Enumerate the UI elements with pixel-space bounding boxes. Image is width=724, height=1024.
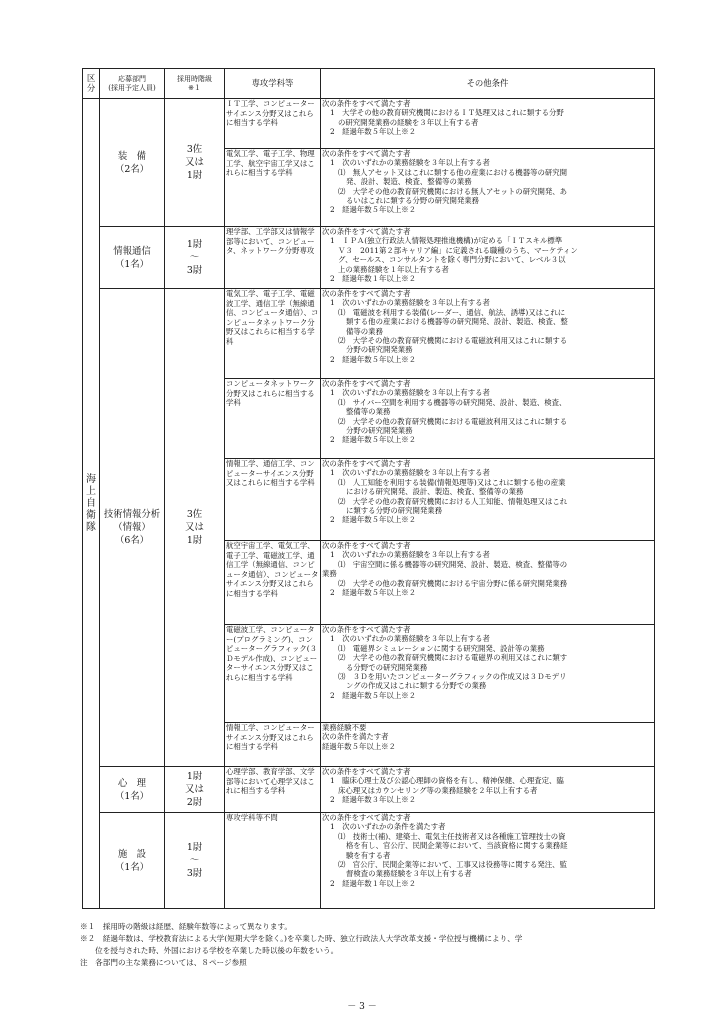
header-text: ※１ [188,83,201,92]
category-char: 海 [86,473,96,485]
condition-line: 経過年数５年以上※２ [322,741,396,751]
rank-text: 又は [185,522,204,533]
condition-line: における研究開発、設計、製造、検査、整備等の業務 [346,487,524,497]
condition-line: ⑴ 無人アセット又はこれに類する他の産業における機器等の研究開 [338,167,568,177]
rank-text: 3佐 [186,509,203,520]
footnote-1: ※１ 採用時の階級は経歴、経験年数等によって異なります。 [80,922,293,931]
major-cell [225,289,321,379]
condition-line: 上の業務経験を１年以上有する者 [338,264,449,274]
major-text: 専攻学科等不問 [226,813,278,822]
header-text: (採用予定人員) [108,83,156,92]
footnote-2: ※２ 経過年数は、学校教育法による大学(短期大学を除く。)を卒業した時、独立行政法人大学改革支援・学位授与機構により、学 [80,934,523,943]
conditions-cell [321,813,655,909]
department-facilities [100,813,165,909]
major-cell [225,459,321,541]
condition-line: 験を有する者 [346,850,391,860]
condition-line: 1 大学その他の教育研究機関におけるＩＴ処理又はこれに類する分野 [330,108,564,118]
category-char: 自 [86,497,96,509]
condition-line: 備等の業務 [346,326,383,336]
major-cell [225,541,321,625]
major-text: コンピュータネットワーク分野又はこれらに相当する学科 [226,379,315,408]
major-text: 情報工学、通信工学、コンピューターサイエンス分野又はこれらに相当する学科 [226,459,315,488]
rank-equipment [165,99,225,227]
condition-line: 整備等の業務 [346,407,391,417]
condition-line: の研究開発業務の経験を３年以上有する者 [338,117,479,127]
major-text: 理学部、工学部又は情報学部等において、コンピュータ、ネットワーク分野専攻 [226,227,315,256]
conditions-cell [321,767,655,813]
condition-line: 分野の研究開発業務 [346,426,413,436]
conditions-cell [321,289,655,379]
condition-line: 1 次のいずれかの業務経験を３年以上有する者 [330,634,490,644]
major-text: 航空宇宙工学、電気工学、電子工学、電磁波工学、通信工学（無線通信、コンピュータ通信）、コンピュータサイエンス分野又はこれらに相当する学科 [226,541,319,598]
condition-line: 分野の研究開発業務 [346,345,413,355]
category-char: 隊 [86,521,96,533]
table-row [83,813,655,909]
footnotes [80,921,660,969]
rank-text: 3佐 [186,144,203,155]
condition-line: 1 次のいずれかの業務経験を３年以上有する者 [330,298,490,308]
department-text: 情報通信 [113,245,151,257]
condition-line: ⑵ 大学その他の教育研究機関における電磁界の利用又はこれに類す [338,653,568,663]
condition-line: 床心理又はカウンセリング等の業務経験を２年以上有する者 [338,785,538,795]
condition-line: ⑵ 大学その他の教育研究機関における宇宙分野に係る研究開発業務 [338,578,568,588]
major-text: 情報工学、コンピューターサイエンス分野又はこれらに相当する学科 [226,723,315,752]
condition-line: 類する他の産業における機器等の研究開発、設計、製造、検査、整 [346,317,568,327]
major-cell [225,767,321,813]
condition-line: Ｖ３ 2011第２部キャリア編」に定義される職種のうち、マーケティン [338,245,578,255]
condition-line: 次の条件をすべて満たす者 [322,541,411,550]
table-row [83,227,655,289]
condition-line: ⑵ 大学その他の教育研究機関における電磁波利用又はこれに類する [338,416,568,426]
condition-line: ⑵ 官公庁、民間企業等において、工事又は役務等に関する発注、監 [338,860,567,870]
condition-line: ⑴ 人工知能を利用する装備(情報処理等)又はこれに類する他の産業 [338,477,566,487]
condition-line: 督検査の業務経験を３年以上有する者 [346,869,472,879]
condition-line: 1 次のいずれかの業務経験を３年以上有する者 [330,550,490,560]
condition-line: ングの作成又はこれに類する分野での業務 [346,681,487,691]
condition-line: ⑴ 宇宙空間に係る機器等の研究開発、設計、製造、検査、整備等の [338,559,568,569]
rank-psychology [165,767,225,813]
condition-line: ⑶ ３Ｄを用いたコンピューターグラフィックの作成又は３Ｄモデリ [338,672,567,682]
rank-text: 1尉 [186,842,203,853]
category-char: 衛 [86,509,96,521]
condition-line: 2 経過年数５年以上※２ [330,435,417,445]
condition-line: 業務 [322,569,337,579]
condition-line: 1 次のいずれかの業務経験を３年以上有する者 [330,158,490,168]
rank-info_comm [165,227,225,289]
department-psychology [100,767,165,813]
department-text: （2名） [114,163,150,175]
condition-line: 次の条件をすべて満たす者 [322,149,411,158]
major-text: 電磁波工学、コンピューター(プログラミング)、コンピューターグラフィック(３Ｄモデル作成)、コンピューターサイエンス分野又はこれらに相当する学科 [226,625,318,682]
condition-line: 次の条件をすべて満たす者 [322,813,411,822]
condition-line: 次の条件をすべて満たす者 [322,99,411,108]
major-text: 心理学部、教育学部、文学部等において心理学又はこれに相当する学科 [226,767,315,796]
condition-line: 次の条件をすべて満たす者 [322,227,411,236]
department-text: 心 理 [117,777,147,789]
rank-text: ～ [189,855,200,866]
header-text: 採用時階級 [177,75,212,84]
conditions-cell [321,625,655,723]
conditions-cell [321,723,655,767]
condition-line: 発、設計、製造、検査、整備等の業務 [346,177,472,187]
department-info_comm [100,227,165,289]
rank-text: 2尉 [186,797,203,808]
condition-line: ⑴ 電磁波を利用する装備(レーダー、通信、航法、誘導)又はこれに [338,307,566,317]
condition-line: 1 臨床心理士及び公認心理師の資格を有し、精神保健、心理査定、臨 [330,776,564,786]
condition-line: 2 経過年数５年以上※２ [330,354,417,364]
rank-text: 3尉 [186,868,203,879]
condition-line: 業務経験不要 [322,723,367,732]
footnote-2-cont: 位を授与された時、外国における学校を卒業した時以後の年数をいう。 [80,946,339,955]
conditions-cell [321,541,655,625]
condition-line: 次の条件をすべて満たす者 [322,459,411,468]
major-cell [225,813,321,909]
header-major [225,69,321,99]
header-text: その他条件 [466,77,509,88]
rank-text: 1尉 [186,771,203,782]
condition-line: る分野での研究開発業務 [346,662,428,672]
department-text: （情報） [113,522,151,533]
rank-text: 又は [185,784,204,795]
condition-line: 次の条件をすべて満たす者 [322,289,411,298]
department-text: （1名） [114,258,150,270]
condition-line: 2 経過年数１年以上※２ [330,878,417,888]
condition-line: ⑴ サイバー空間を利用する機器等の研究開発、設計、製造、検査、 [338,397,567,407]
condition-line: 1 次のいずれかの業務経験を３年以上有する者 [330,468,490,478]
rank-text: 又は [185,157,204,168]
condition-line: 1 次のいずれかの業務経験を３年以上有する者 [330,388,490,398]
department-equipment [100,99,165,227]
condition-line: 次の条件を満たす者 [322,732,389,742]
rank-facilities [165,813,225,909]
condition-line: ⑵ 大学その他の教育研究機関における人工知能、情報処理又はこれ [338,496,568,506]
condition-line: ⑵ 大学その他の教育研究機関における電磁波利用又はこれに類する [338,336,568,346]
conditions-cell [321,149,655,227]
condition-line: 次の条件をすべて満たす者 [322,625,411,634]
conditions-cell [321,227,655,289]
department-text: 施 設 [117,848,147,860]
condition-line: 2 経過年数５年以上※２ [330,690,417,700]
major-cell [225,379,321,459]
header-rank [165,69,225,99]
table-row [83,767,655,813]
category-maritime-sdf [83,99,100,909]
condition-line: 2 経過年数１年以上※２ [330,274,417,284]
table-row [83,99,655,149]
table-row [83,289,655,379]
condition-line: 格を有し、官公庁、民間企業等において、当該資格に関する業務経 [346,841,568,851]
header-category [83,69,100,99]
major-cell [225,99,321,149]
major-cell [225,149,321,227]
condition-line: 1 次のいずれかの条件を満たす者 [330,822,446,832]
header-text: 応募部門 [118,75,146,84]
major-cell [225,625,321,723]
department-tech_info [100,289,165,767]
condition-line: 2 経過年数５年以上※２ [330,205,417,215]
conditions-cell [321,379,655,459]
conditions-cell [321,99,655,149]
footnote-note: 注 各部門の主な業務については、８ページ参照 [80,958,247,967]
department-text: （1名） [114,790,150,802]
department-text: （6名） [114,535,150,546]
department-text: 技術情報分析 [103,509,161,520]
rank-text: 1尉 [186,535,203,546]
recruitment-conditions-table [82,68,655,909]
major-cell [225,723,321,767]
header-conditions [321,69,655,99]
condition-line: 2 経過年数５年以上※２ [330,515,417,525]
rank-text: 1尉 [186,170,203,181]
condition-line: 2 経過年数３年以上※２ [330,795,417,805]
rank-text: 3尉 [186,265,203,276]
major-text: 電気工学、電子工学、物理工学、航空宇宙工学又はこれらに相当する学科 [226,149,315,178]
condition-line: に類する分野の研究開発業務 [346,506,443,516]
page-number: － 3 － [347,1002,377,1012]
major-text: ＩＴ工学、コンピューターサイエンス分野又はこれらに相当する学科 [226,99,315,128]
major-cell [225,227,321,289]
condition-line: 2 経過年数５年以上※２ [330,127,417,137]
condition-line: グ、セールス、コンサルタントを除く専門分野において、レベル３以 [338,255,566,265]
condition-line: るいはこれに類する分野の研究開発業務 [346,196,480,206]
header-text: 専攻学科等 [251,77,294,88]
category-char: 上 [86,485,96,497]
department-text: 装 備 [117,150,147,162]
conditions-cell [321,459,655,541]
rank-text: 1尉 [186,239,203,250]
condition-line: ⑵ 大学その他の教育研究機関における無人アセットの研究開発、あ [338,186,568,196]
rank-text: ～ [189,252,200,263]
condition-line: ⑴ 電磁界シミュレーションに関する研究開発、設計等の業務 [338,643,545,653]
header-text: 区分 [86,72,96,93]
condition-line: 次の条件をすべて満たす者 [322,379,411,388]
condition-line: ⑴ 技術士(補)、建築士、電気主任技術者又は各種施工管理技士の資 [338,831,566,841]
department-text: （1名） [114,861,150,873]
major-text: 電気工学、電子工学、電磁波工学、通信工学（無線通信、コンピュータ通信）、コンピュータネットワーク分野又はこれらに相当する学科 [226,289,319,346]
condition-line: 次の条件をすべて満たす者 [322,767,411,776]
condition-line: 2 経過年数５年以上※２ [330,588,417,598]
rank-tech_info [165,289,225,767]
condition-line: 1 ＩＰＡ(独立行政法人情報処理推進機構)が定める「ＩＴスキル標準 [330,236,563,246]
header-department [100,69,165,99]
